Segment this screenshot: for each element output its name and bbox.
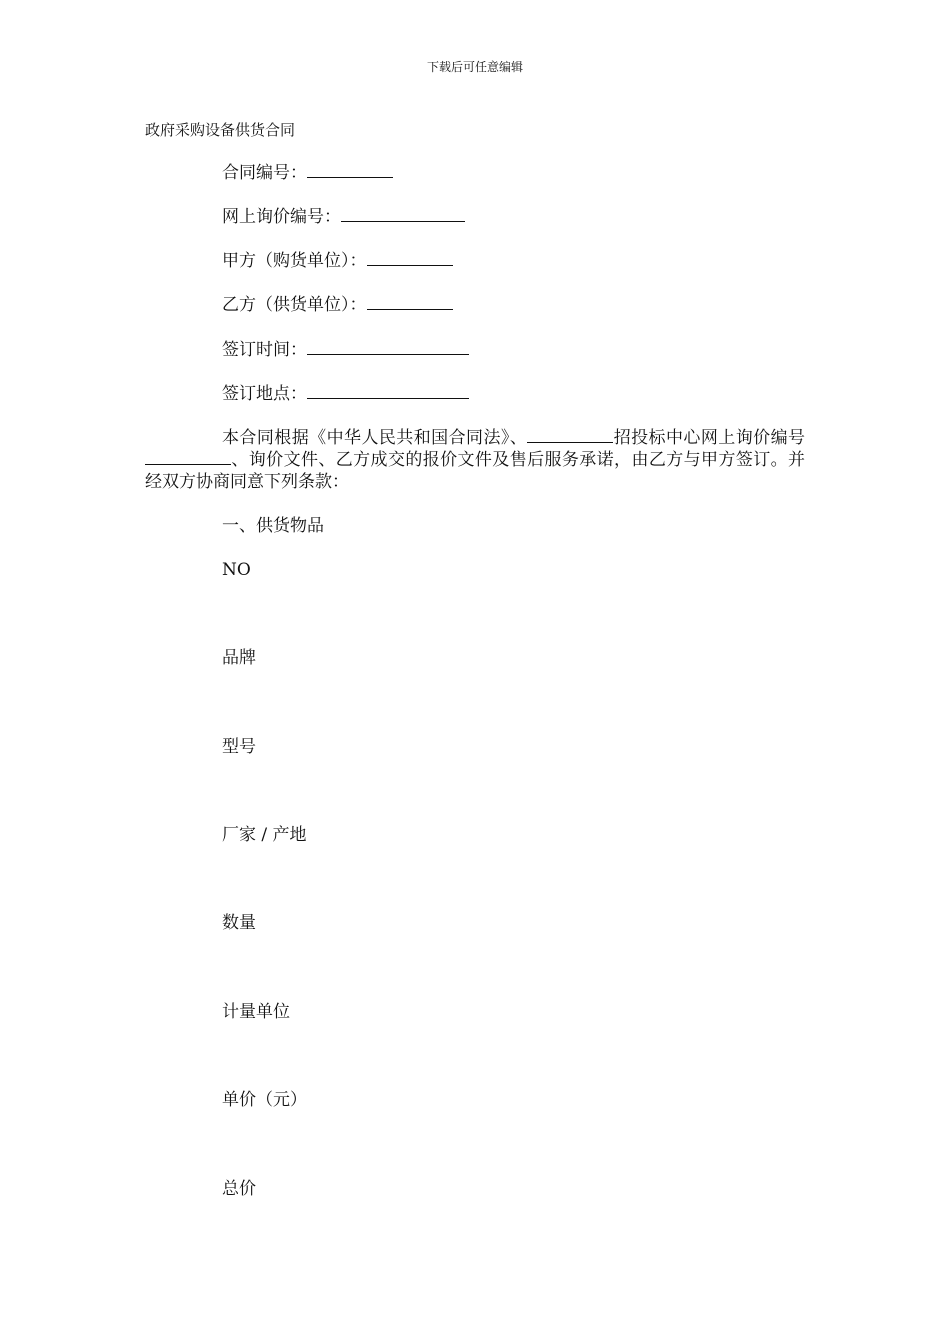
field-online-inquiry-number (222, 205, 465, 229)
field-label: 合同编号： (222, 163, 307, 183)
table-column-no: NO (222, 560, 251, 580)
field-party-a (222, 249, 453, 273)
table-column-brand: 品牌 (222, 648, 256, 668)
table-column-unit-price: 单价（元） (222, 1090, 307, 1110)
fill-blank[interactable] (307, 161, 393, 178)
document-title: 政府采购设备供货合同 (145, 121, 296, 139)
fill-blank[interactable] (367, 249, 453, 266)
field-contract-number (222, 161, 393, 185)
fill-blank[interactable] (145, 450, 231, 465)
fill-blank[interactable] (307, 382, 469, 399)
field-signing-place (222, 382, 469, 406)
intro-part-1: 本合同根据《中华人民共和国合同法》、 (222, 428, 528, 448)
intro-paragraph (145, 427, 805, 493)
section-heading-supply-items: 一、供货物品 (222, 516, 324, 536)
table-column-total-price: 总价 (222, 1179, 256, 1199)
page-header: 下载后可任意编辑 (426, 60, 523, 74)
fill-blank[interactable] (341, 205, 465, 222)
fill-blank[interactable] (527, 428, 613, 443)
field-label: 签订地点： (222, 384, 307, 404)
field-signing-date (222, 338, 469, 362)
table-column-quantity: 数量 (222, 913, 256, 933)
intro-part-2: 招投标中心网上询价编号 (613, 428, 806, 448)
field-label: 甲方（购货单位）： (222, 251, 367, 271)
intro-part-3: 、询价文件、乙方成交的报价文件及售后服务承诺，由乙方与甲方签订。并经双方协商同意下列条款： (145, 450, 805, 492)
field-label: 签订时间： (222, 340, 307, 360)
table-column-manufacturer: 厂家 / 产地 (222, 825, 307, 845)
table-column-model: 型号 (222, 737, 256, 757)
field-label: 乙方（供货单位）： (222, 295, 367, 315)
fill-blank[interactable] (307, 338, 469, 355)
table-column-unit: 计量单位 (222, 1002, 290, 1022)
field-label: 网上询价编号： (222, 207, 341, 227)
fill-blank[interactable] (367, 293, 453, 310)
field-party-b (222, 293, 453, 317)
